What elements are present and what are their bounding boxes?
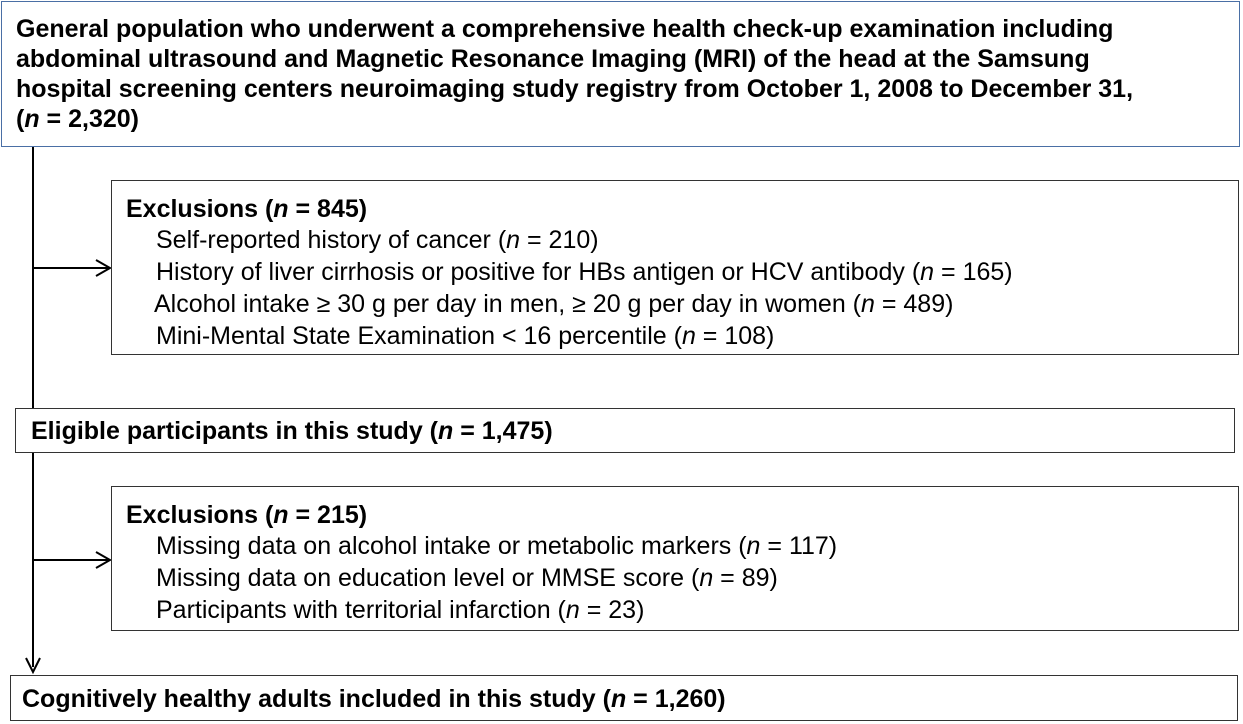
eligible-n-value: = 1,475) bbox=[453, 417, 553, 445]
general-population-box bbox=[1, 1, 1240, 147]
exclusion-missing-education-n-label: n bbox=[699, 564, 714, 592]
final-n-label: n bbox=[610, 685, 627, 713]
eligible-n-label: n bbox=[438, 417, 454, 445]
exclusion-cancer bbox=[126, 224, 1238, 256]
exclusion-missing-education-text: Missing data on education level or MMSE score ( bbox=[156, 564, 700, 592]
exclusions-2-n-value: = 215) bbox=[288, 501, 368, 529]
exclusion-mmse-text: Mini-Mental State Examination < 16 percentile ( bbox=[156, 322, 682, 350]
population-line-2: abdominal ultrasound and Magnetic Resonance Imaging (MRI) of the head at the Samsung bbox=[16, 45, 1090, 73]
exclusion-cancer-n-label: n bbox=[506, 226, 521, 254]
population-line-3: hospital screening centers neuroimaging study registry from October 1, 2008 to December 31, bbox=[16, 75, 1134, 103]
eligible-participants-box bbox=[15, 408, 1235, 453]
exclusion-infarction-n-value: = 23) bbox=[579, 596, 645, 624]
exclusion-infarction-n-label: n bbox=[565, 596, 580, 624]
exclusion-missing-alcohol-text: Missing data on alcohol intake or metabolic markers ( bbox=[156, 532, 747, 560]
population-n-value: = 2,320) bbox=[39, 105, 139, 133]
exclusions-1-title-text: Exclusions ( bbox=[126, 195, 274, 223]
exclusion-cancer-n-value: = 210) bbox=[520, 226, 599, 254]
exclusion-liver-n-label: n bbox=[920, 258, 935, 286]
exclusion-liver-n-value: = 165) bbox=[934, 258, 1013, 286]
exclusion-infarction bbox=[126, 594, 1238, 626]
final-cohort-box bbox=[10, 675, 1238, 721]
exclusion-alcohol-text: Alcohol intake ≥ 30 g per day in men, ≥ 20 g per day in women ( bbox=[154, 290, 861, 318]
exclusions-1-n-value: = 845) bbox=[288, 195, 368, 223]
final-text: Cognitively healthy adults included in this study ( bbox=[22, 685, 611, 713]
exclusion-missing-education bbox=[126, 562, 1238, 594]
exclusion-alcohol-n-label: n bbox=[861, 290, 875, 318]
exclusion-missing-alcohol-n-label: n bbox=[746, 532, 761, 560]
exclusions-box-1 bbox=[111, 180, 1239, 355]
exclusion-missing-alcohol bbox=[126, 530, 1238, 562]
exclusions-box-2 bbox=[111, 486, 1239, 631]
exclusion-missing-alcohol-n-value: = 117) bbox=[760, 532, 838, 560]
exclusions-1-n-label: n bbox=[273, 195, 289, 223]
population-line-1: General population who underwent a comprehensive health check-up examination including bbox=[16, 15, 1114, 43]
exclusion-liver bbox=[126, 256, 1238, 288]
eligible-text: Eligible participants in this study ( bbox=[31, 417, 438, 445]
exclusions-1-title bbox=[126, 194, 1238, 224]
exclusion-mmse bbox=[126, 320, 1238, 352]
population-n-label: n bbox=[24, 105, 40, 133]
exclusions-2-title-text: Exclusions ( bbox=[126, 501, 274, 529]
exclusion-mmse-n-value: = 108) bbox=[695, 322, 775, 350]
exclusion-liver-text: History of liver cirrhosis or positive for HBs antigen or HCV antibody ( bbox=[156, 258, 921, 286]
exclusion-alcohol-n-value: = 489) bbox=[874, 290, 954, 318]
population-count-prefix: ( bbox=[16, 105, 25, 133]
exclusion-cancer-text: Self-reported history of cancer ( bbox=[156, 226, 507, 254]
population-count bbox=[16, 104, 1239, 134]
exclusions-2-title bbox=[126, 500, 1238, 530]
final-n-value: = 1,260) bbox=[626, 685, 726, 713]
exclusions-2-n-label: n bbox=[273, 501, 289, 529]
exclusion-missing-education-n-value: = 89) bbox=[713, 564, 778, 592]
exclusion-mmse-n-label: n bbox=[681, 322, 696, 350]
exclusion-infarction-text: Participants with territorial infarction ( bbox=[156, 596, 566, 624]
exclusion-alcohol bbox=[126, 288, 1238, 320]
